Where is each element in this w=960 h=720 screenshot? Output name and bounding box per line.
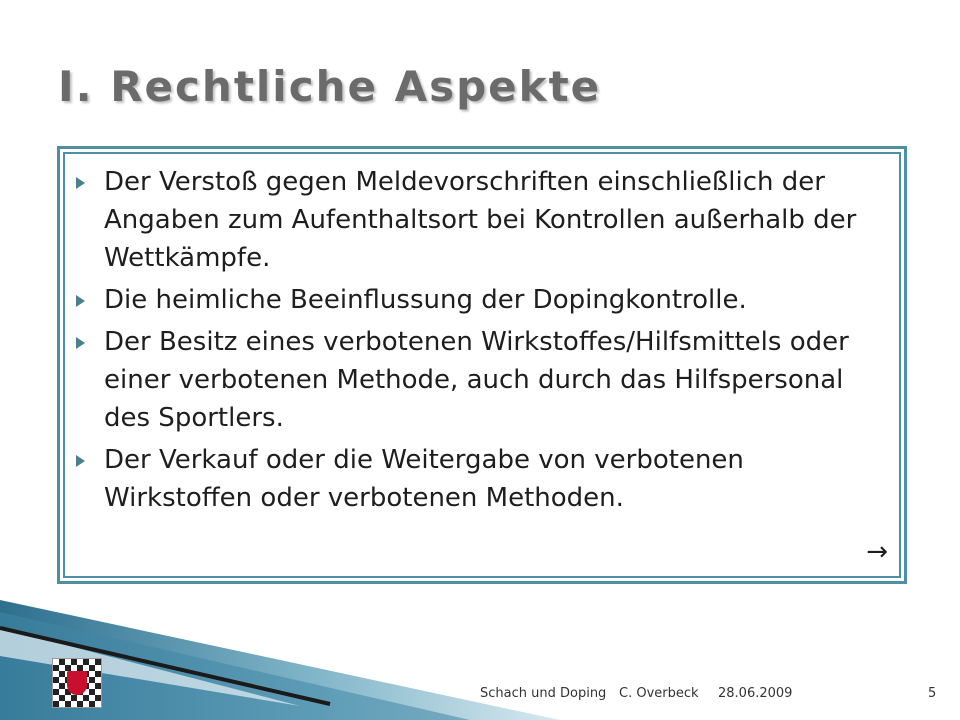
bullet-item (74, 441, 896, 517)
continue-arrow-icon: → (866, 537, 888, 567)
triangle-bullet-icon (76, 295, 85, 307)
shield-icon (67, 671, 87, 695)
bullet-text: Die heimliche Beeinflussung der Dopingkontrolle. (104, 285, 747, 315)
bullet-text: Der Verstoß gegen Meldevorschriften einschließlich der Angaben zum Aufenthaltsort bei Kontrollen außerhalb der Wettkämpfe. (104, 167, 857, 273)
bullet-item (74, 281, 896, 319)
triangle-bullet-icon (76, 337, 85, 349)
bullet-item (74, 323, 896, 437)
bullet-text: Der Besitz eines verbotenen Wirkstoffes/Hilfsmittels oder einer verbotenen Methode, auch durch das Hilfspersonal des Sportlers. (104, 327, 849, 433)
slide-title: I. Rechtliche Aspekte (58, 62, 602, 111)
bullet-list (74, 163, 896, 521)
triangle-bullet-icon (76, 455, 85, 467)
page-number: 5 (928, 686, 937, 701)
footer-event: Schach und Doping (480, 686, 607, 701)
content-box (57, 146, 907, 584)
footer-date: 28.06.2009 (718, 686, 793, 701)
bullet-text: Der Verkauf oder die Weitergabe von verbotenen Wirkstoffen oder verbotenen Methoden. (104, 445, 744, 513)
decorative-wedge-shape (0, 600, 960, 720)
triangle-bullet-icon (76, 177, 85, 189)
chessboard-shield-logo-icon (52, 658, 102, 708)
footer-author: C. Overbeck (619, 686, 699, 701)
bullet-item (74, 163, 896, 277)
